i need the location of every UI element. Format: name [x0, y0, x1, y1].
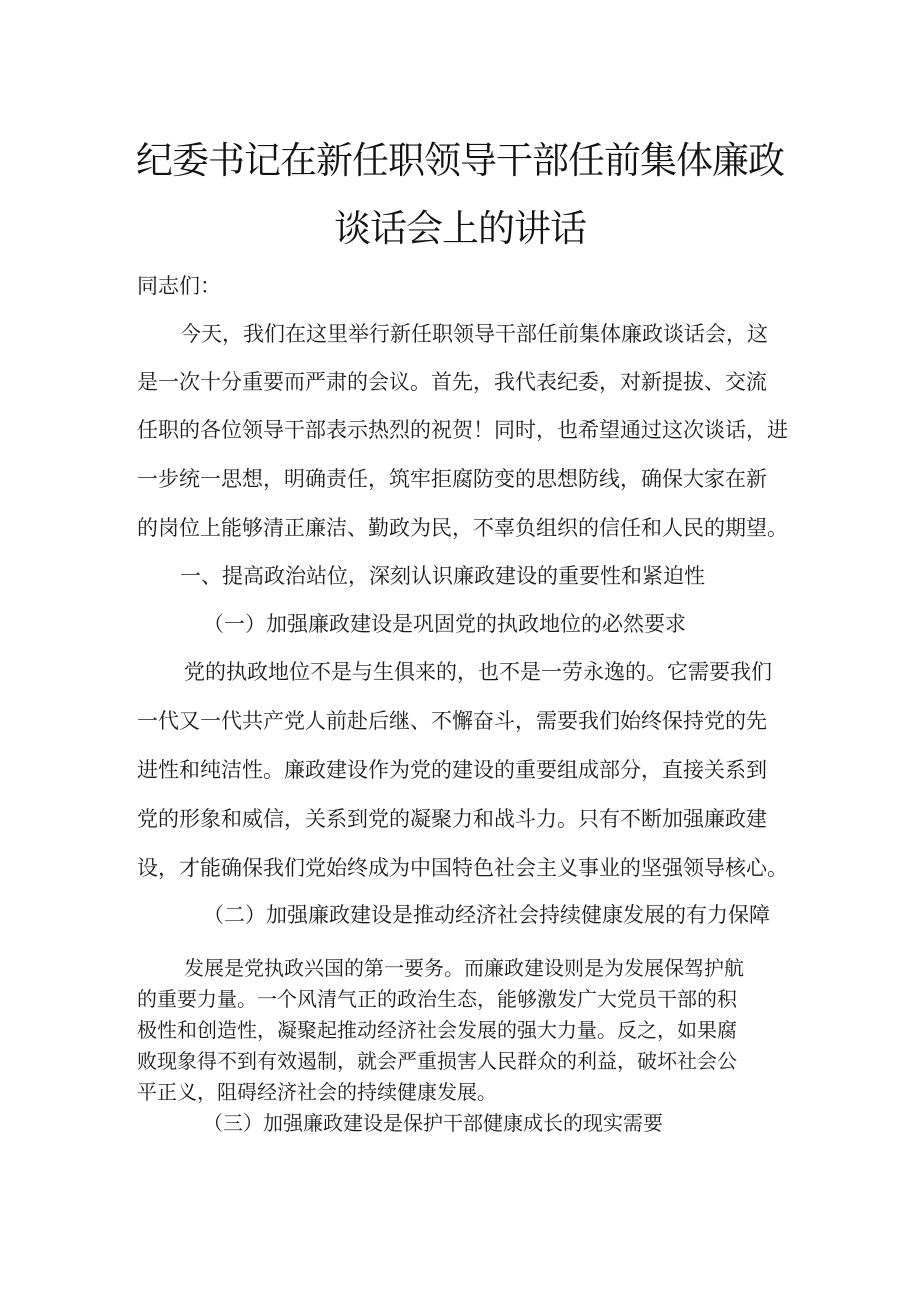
document-title-line-1: 纪委书记在新任职领导干部任前集体廉政 [136, 139, 784, 182]
salutation: 同志们： [137, 274, 221, 298]
paragraph-1-line: 任职的各位领导干部表示热烈的祝贺！同时，也希望通过这次谈话，进 [137, 418, 788, 442]
paragraph-3-line: 的重要力量。一个风清气正的政治生态，能够激发广大党员干部的积 [137, 987, 737, 1011]
document-title-line-2: 谈话会上的讲话 [334, 207, 586, 250]
paragraph-2-line: 设，才能确保我们党始终成为中国特色社会主义事业的坚强领导核心。 [137, 856, 788, 880]
paragraph-2-line: 一代又一代共产党人前赴后继、不懈奋斗，需要我们始终保持党的先 [137, 709, 767, 733]
paragraph-1-line: 一步统一思想，明确责任，筑牢拒腐防变的思想防线，确保大家在新 [137, 467, 767, 491]
paragraph-3-line: 败现象得不到有效遏制，就会严重损害人民群众的利益，破坏社会公 [137, 1049, 737, 1073]
paragraph-1-line: 的岗位上能够清正廉洁、勤政为民，不辜负组织的信任和人民的期望。 [137, 516, 788, 540]
subheading-1: （一）加强廉政建设是巩固党的执政地位的必然要求 [203, 612, 686, 636]
subheading-3: （三）加强廉政建设是保护干部健康成长的现实需要 [203, 1111, 663, 1135]
paragraph-3-line: 发展是党执政兴国的第一要务。而廉政建设则是为发展保驾护航 [184, 956, 744, 980]
section-heading-1: 一、提高政治站位，深刻认识廉政建设的重要性和紧迫性 [180, 564, 705, 588]
paragraph-2-line: 党的形象和威信，关系到党的凝聚力和战斗力。只有不断加强廉政建 [137, 807, 767, 831]
paragraph-3-line: 平正义，阻碍经济社会的持续健康发展。 [137, 1080, 497, 1104]
subheading-2: （二）加强廉政建设是推动经济社会持续健康发展的有力保障 [203, 903, 770, 927]
paragraph-1-line: 是一次十分重要而严肃的会议。首先，我代表纪委，对新提拔、交流 [137, 370, 767, 394]
paragraph-2-line: 党的执政地位不是与生俱来的，也不是一劳永逸的。它需要我们 [184, 660, 772, 684]
paragraph-2-line: 进性和纯洁性。廉政建设作为党的建设的重要组成部分，直接关系到 [137, 758, 767, 782]
paragraph-1-line: 今天，我们在这里举行新任职领导干部任前集体廉政谈话会，这 [180, 322, 768, 346]
paragraph-3-line: 极性和创造性，凝聚起推动经济社会发展的强大力量。反之，如果腐 [137, 1018, 737, 1042]
